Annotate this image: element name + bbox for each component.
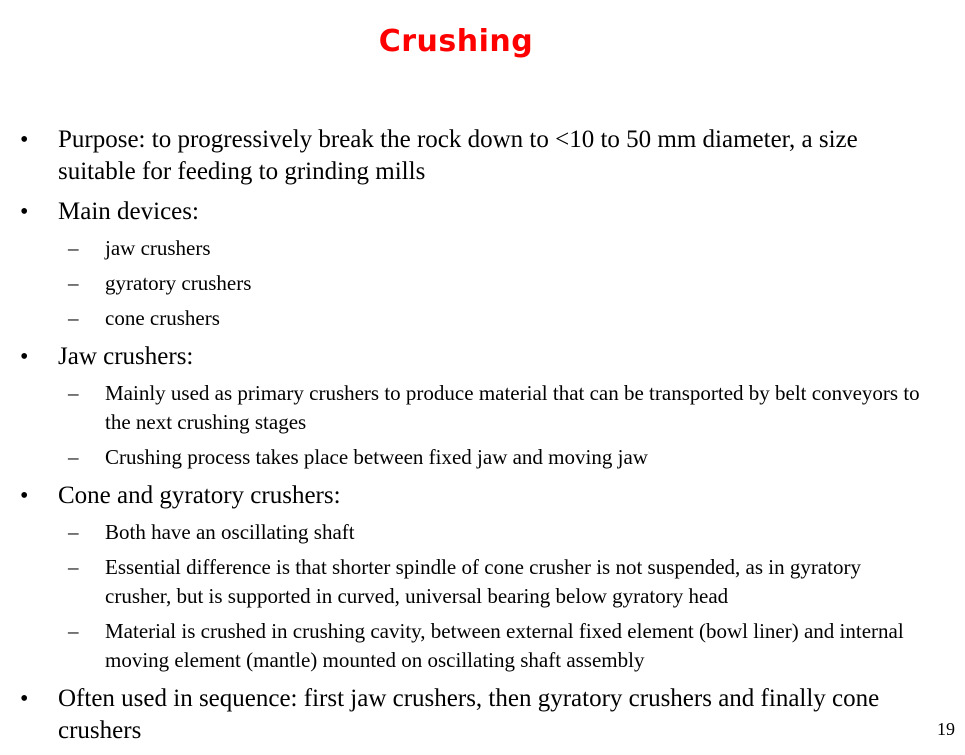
bullet-sequence — [0, 683, 930, 747]
bullet-icon: • — [20, 199, 29, 225]
sub-item — [0, 234, 930, 263]
dash-icon: – — [68, 271, 79, 295]
sub-list-jaw-crushers — [0, 379, 930, 472]
dash-icon: – — [68, 306, 79, 330]
dash-icon: – — [68, 381, 79, 405]
sub-item-text: Both have an oscillating shaft — [105, 520, 355, 544]
dash-icon: – — [68, 236, 79, 260]
bullet-icon: • — [20, 483, 29, 509]
sub-item-text: jaw crushers — [105, 236, 211, 260]
sub-item-text: Material is crushed in crushing cavity, between external fixed element (bowl liner) and internal moving element (mantle) mounted on oscillating shaft assembly — [105, 619, 904, 672]
dash-icon: – — [68, 619, 79, 643]
bullet-text: Purpose: to progressively break the rock down to <10 to 50 mm diameter, a size suitable for feeding to grinding mills — [58, 126, 858, 185]
dash-icon: – — [68, 445, 79, 469]
sub-item — [0, 443, 930, 472]
bullet-main-devices — [0, 196, 930, 228]
bullet-text: Often used in sequence: first jaw crushers, then gyratory crushers and finally cone crushers — [58, 685, 880, 744]
bullet-icon: • — [20, 344, 29, 370]
bullet-text: Cone and gyratory crushers: — [58, 482, 341, 509]
bullet-icon: • — [20, 127, 29, 153]
sub-item-text: cone crushers — [105, 306, 220, 330]
bullet-text: Jaw crushers: — [58, 343, 194, 370]
sub-item-text: gyratory crushers — [105, 271, 252, 295]
page-number: 19 — [937, 719, 955, 739]
bullet-jaw-crushers — [0, 341, 930, 373]
sub-item — [0, 553, 930, 611]
sub-item — [0, 269, 930, 298]
bullet-cone-gyratory — [0, 480, 930, 512]
bullet-purpose — [0, 124, 930, 188]
sub-list-cone-gyratory — [0, 518, 930, 675]
dash-icon: – — [68, 555, 79, 579]
sub-item — [0, 617, 930, 675]
bullet-list — [0, 124, 930, 755]
dash-icon: – — [68, 520, 79, 544]
bullet-icon: • — [20, 686, 29, 712]
bullet-text: Main devices: — [58, 198, 199, 225]
sub-item-text: Essential difference is that shorter spindle of cone crusher is not suspended, as in gyratory crusher, but is supported in curved, universal bearing below gyratory head — [105, 555, 861, 608]
slide-title: Crushing — [378, 24, 534, 59]
sub-item-text: Mainly used as primary crushers to produce material that can be transported by belt conveyors to the next crushing stages — [105, 381, 920, 434]
sub-item — [0, 379, 930, 437]
sub-item — [0, 304, 930, 333]
sub-item — [0, 518, 930, 547]
sub-item-text: Crushing process takes place between fixed jaw and moving jaw — [105, 445, 648, 469]
sub-list-main-devices — [0, 234, 930, 333]
